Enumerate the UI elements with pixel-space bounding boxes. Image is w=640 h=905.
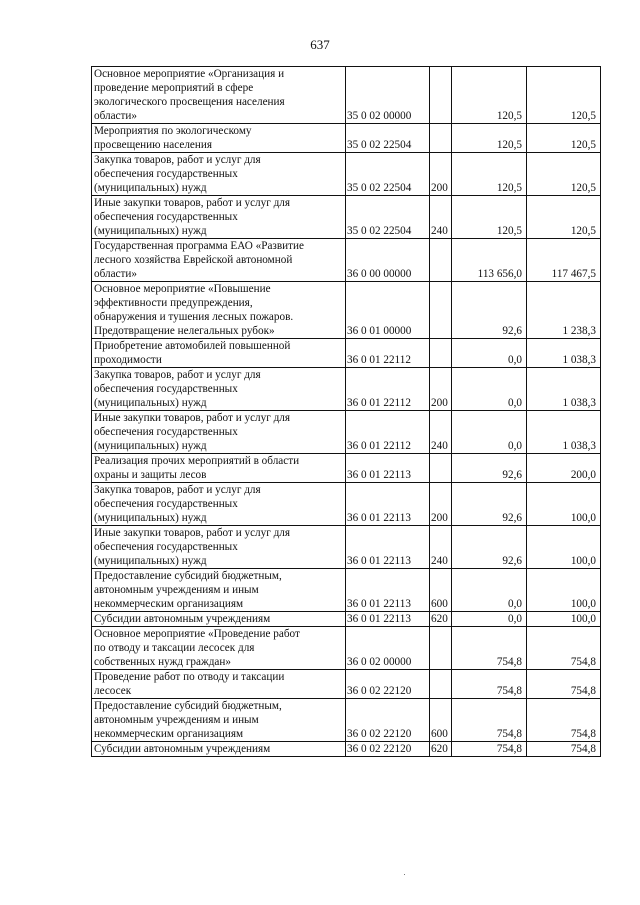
cell-target-code: 35 0 02 00000 bbox=[346, 67, 430, 124]
cell-target-code: 36 0 01 22113 bbox=[346, 526, 430, 569]
cell-amount-1: 120,5 bbox=[452, 124, 527, 153]
cell-name: Мероприятия по экологическому просвещению населения bbox=[92, 124, 346, 153]
table-row bbox=[92, 67, 601, 124]
cell-amount-2: 754,8 bbox=[527, 670, 601, 699]
cell-name: Закупка товаров, работ и услуг для обеспечения государственных (муниципальных) нужд bbox=[92, 368, 346, 411]
cell-name: Проведение работ по отводу и таксации лесосек bbox=[92, 670, 346, 699]
table-row bbox=[92, 483, 601, 526]
cell-amount-2: 200,0 bbox=[527, 454, 601, 483]
cell-amount-1: 754,8 bbox=[452, 627, 527, 670]
page-number: 637 bbox=[310, 37, 330, 52]
cell-name: Государственная программа ЕАО «Развитие лесного хозяйства Еврейской автономной области» bbox=[92, 239, 346, 282]
table-row bbox=[92, 627, 601, 670]
table-row bbox=[92, 196, 601, 239]
cell-expense-type bbox=[430, 239, 452, 282]
cell-amount-1: 0,0 bbox=[452, 339, 527, 368]
cell-amount-2: 120,5 bbox=[527, 124, 601, 153]
table-row bbox=[92, 411, 601, 454]
cell-name: Закупка товаров, работ и услуг для обеспечения государственных (муниципальных) нужд bbox=[92, 153, 346, 196]
cell-amount-1: 0,0 bbox=[452, 612, 527, 627]
cell-amount-1: 92,6 bbox=[452, 483, 527, 526]
cell-amount-1: 754,8 bbox=[452, 670, 527, 699]
cell-amount-2: 754,8 bbox=[527, 742, 601, 757]
cell-amount-2: 120,5 bbox=[527, 67, 601, 124]
cell-expense-type bbox=[430, 124, 452, 153]
cell-expense-type bbox=[430, 339, 452, 368]
cell-amount-2: 754,8 bbox=[527, 627, 601, 670]
cell-target-code: 36 0 02 22120 bbox=[346, 742, 430, 757]
cell-target-code: 36 0 01 22113 bbox=[346, 569, 430, 612]
cell-expense-type bbox=[430, 67, 452, 124]
cell-target-code: 35 0 02 22504 bbox=[346, 196, 430, 239]
cell-name: Приобретение автомобилей повышенной проходимости bbox=[92, 339, 346, 368]
cell-target-code: 36 0 01 22113 bbox=[346, 612, 430, 627]
table-row bbox=[92, 282, 601, 339]
cell-amount-1: 120,5 bbox=[452, 153, 527, 196]
cell-expense-type: 600 bbox=[430, 699, 452, 742]
cell-name: Иные закупки товаров, работ и услуг для обеспечения государственных (муниципальных) нужд bbox=[92, 411, 346, 454]
cell-amount-2: 120,5 bbox=[527, 196, 601, 239]
table-row bbox=[92, 153, 601, 196]
cell-expense-type bbox=[430, 627, 452, 670]
table-row bbox=[92, 454, 601, 483]
cell-amount-2: 100,0 bbox=[527, 612, 601, 627]
cell-target-code: 36 0 01 22112 bbox=[346, 368, 430, 411]
budget-table-body bbox=[92, 67, 601, 757]
table-row bbox=[92, 670, 601, 699]
cell-name: Иные закупки товаров, работ и услуг для обеспечения государственных (муниципальных) нужд bbox=[92, 526, 346, 569]
cell-amount-2: 754,8 bbox=[527, 699, 601, 742]
table-row bbox=[92, 699, 601, 742]
cell-amount-1: 120,5 bbox=[452, 196, 527, 239]
cell-expense-type: 240 bbox=[430, 526, 452, 569]
table-row bbox=[92, 612, 601, 627]
cell-amount-2: 1 238,3 bbox=[527, 282, 601, 339]
cell-expense-type: 600 bbox=[430, 569, 452, 612]
cell-target-code: 36 0 02 22120 bbox=[346, 670, 430, 699]
cell-amount-1: 754,8 bbox=[452, 742, 527, 757]
cell-expense-type bbox=[430, 670, 452, 699]
cell-expense-type bbox=[430, 282, 452, 339]
cell-target-code: 36 0 00 00000 bbox=[346, 239, 430, 282]
cell-expense-type: 620 bbox=[430, 742, 452, 757]
cell-expense-type: 200 bbox=[430, 153, 452, 196]
table-row bbox=[92, 339, 601, 368]
table-row bbox=[92, 239, 601, 282]
cell-expense-type: 200 bbox=[430, 483, 452, 526]
table-row bbox=[92, 569, 601, 612]
cell-amount-2: 100,0 bbox=[527, 569, 601, 612]
table-row bbox=[92, 526, 601, 569]
budget-table bbox=[91, 66, 601, 757]
cell-amount-1: 92,6 bbox=[452, 454, 527, 483]
cell-target-code: 36 0 02 00000 bbox=[346, 627, 430, 670]
cell-amount-2: 100,0 bbox=[527, 483, 601, 526]
cell-expense-type: 620 bbox=[430, 612, 452, 627]
cell-amount-2: 1 038,3 bbox=[527, 411, 601, 454]
cell-name: Предоставление субсидий бюджетным, автономным учреждениям и иным некоммерческим организациям bbox=[92, 569, 346, 612]
cell-amount-1: 0,0 bbox=[452, 569, 527, 612]
table-row bbox=[92, 742, 601, 757]
scan-speck bbox=[404, 874, 405, 875]
cell-amount-2: 1 038,3 bbox=[527, 368, 601, 411]
cell-name: Субсидии автономным учреждениям bbox=[92, 612, 346, 627]
cell-target-code: 36 0 01 22113 bbox=[346, 454, 430, 483]
cell-name: Субсидии автономным учреждениям bbox=[92, 742, 346, 757]
cell-name: Реализация прочих мероприятий в области охраны и защиты лесов bbox=[92, 454, 346, 483]
cell-name: Основное мероприятие «Организация и проведение мероприятий в сфере экологического просвещения населения области» bbox=[92, 67, 346, 124]
cell-target-code: 36 0 01 22112 bbox=[346, 411, 430, 454]
cell-amount-2: 117 467,5 bbox=[527, 239, 601, 282]
cell-amount-1: 92,6 bbox=[452, 282, 527, 339]
cell-name: Основное мероприятие «Проведение работ по отводу и таксации лесосек для собственных нужд граждан» bbox=[92, 627, 346, 670]
cell-target-code: 35 0 02 22504 bbox=[346, 124, 430, 153]
cell-expense-type: 240 bbox=[430, 196, 452, 239]
cell-amount-1: 0,0 bbox=[452, 368, 527, 411]
table-row bbox=[92, 124, 601, 153]
cell-amount-2: 1 038,3 bbox=[527, 339, 601, 368]
cell-name: Иные закупки товаров, работ и услуг для обеспечения государственных (муниципальных) нужд bbox=[92, 196, 346, 239]
cell-target-code: 36 0 01 00000 bbox=[346, 282, 430, 339]
cell-amount-2: 120,5 bbox=[527, 153, 601, 196]
cell-expense-type bbox=[430, 454, 452, 483]
cell-amount-1: 120,5 bbox=[452, 67, 527, 124]
cell-name: Закупка товаров, работ и услуг для обеспечения государственных (муниципальных) нужд bbox=[92, 483, 346, 526]
cell-amount-1: 113 656,0 bbox=[452, 239, 527, 282]
cell-name: Основное мероприятие «Повышение эффективности предупреждения, обнаружения и тушения лесных пожаров. Предотвращение нелегальных рубок» bbox=[92, 282, 346, 339]
cell-target-code: 36 0 02 22120 bbox=[346, 699, 430, 742]
cell-amount-2: 100,0 bbox=[527, 526, 601, 569]
cell-amount-1: 754,8 bbox=[452, 699, 527, 742]
cell-amount-1: 0,0 bbox=[452, 411, 527, 454]
cell-expense-type: 200 bbox=[430, 368, 452, 411]
cell-target-code: 36 0 01 22112 bbox=[346, 339, 430, 368]
cell-target-code: 35 0 02 22504 bbox=[346, 153, 430, 196]
cell-name: Предоставление субсидий бюджетным, автономным учреждениям и иным некоммерческим организациям bbox=[92, 699, 346, 742]
cell-target-code: 36 0 01 22113 bbox=[346, 483, 430, 526]
cell-amount-1: 92,6 bbox=[452, 526, 527, 569]
table-row bbox=[92, 368, 601, 411]
cell-expense-type: 240 bbox=[430, 411, 452, 454]
